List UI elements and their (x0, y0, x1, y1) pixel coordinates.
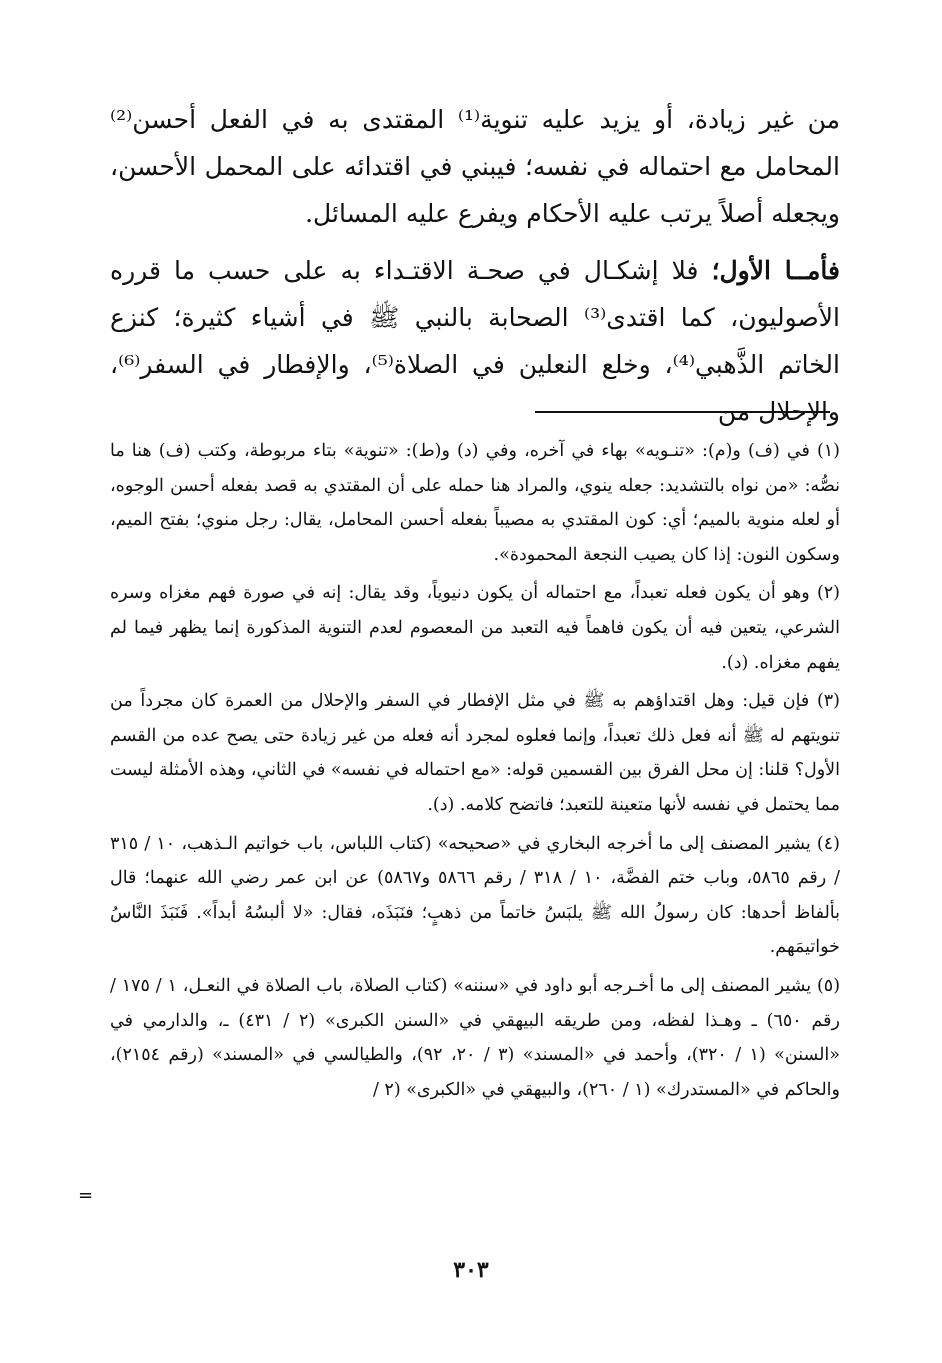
footnote-number: (٤) (816, 833, 840, 854)
footnotes-block (110, 434, 840, 1111)
footnote-number: (٥) (816, 975, 841, 996)
footnote-3 (110, 684, 840, 822)
footnote-number: (٢) (816, 583, 840, 604)
footnote-1 (110, 434, 840, 572)
main-paragraph-1: من غير زيادة، أو يزيد عليه تنوية⁽¹⁾ المقتدى به في الفعل أحسن⁽²⁾ المحامل مع احتماله في نفسه؛ فيبني في اقتدائه على المحمل الأحسن، ويجعله أصلاً يرتب عليه الأحكام ويفرع عليه المسائل. (110, 105, 840, 228)
footnote-4 (110, 827, 840, 965)
paragraph-2-body: فلا إشكـال في صحـة الاقتـداء به على حسب ما قرره الأصوليون، كما اقتدى⁽³⁾ الصحابة بالنبي ﷺ في أشياء كثيرة؛ كنزع الخاتم الذَّهبي⁽⁴⁾، وخلع النعلين في الصلاة⁽⁵⁾، والإفطار في السفر⁽⁶⁾، والإحلال من (110, 256, 840, 426)
footnote-text: وهو أن يكون فعله تعبداً، مع احتماله أن يكون دنيوياً، وقد يقال: إنه في صورة فهم مغزاه وسره الشرعي، يتعين فيه أن يكون فاهماً فيه التعبد من المعصوم لعدم التنوية المذكورة إنما يظهر فيما لم يفهم مغزاه. (د). (110, 583, 840, 673)
paragraph-2-lead: فأمــا الأول؛ (711, 256, 840, 285)
footnote-text: يشير المصنف إلى ما أخـرجه أبو داود في «سننه» (كتاب الصلاة، باب الصلاة في النعـل، ١ / ١٧٥ / رقم ٦٥٠) ـ وهـذا لفظه، ومن طريقه البيهقي في «السنن الكبرى» (٢ / ٤٣١) ـ، والدارمي في «السنن» (١ / ٣٢٠)، وأحمد في «المسند» (٣ / ٢٠، ٩٢)، والطيالسي في «المسند» (رقم ٢١٥٤)، والحاكم في «المستدرك» (١ / ٢٦٠)، والبيهقي في «الكبرى» (٢ / (110, 975, 840, 1100)
page-number: ٣٠٣ (453, 1257, 489, 1283)
footnote-number: (٣) (816, 691, 840, 712)
footnote-continuation-mark: = (78, 1185, 94, 1206)
footnote-2 (110, 576, 840, 680)
main-text-block (110, 96, 840, 445)
footnote-separator (535, 411, 830, 413)
footnote-text: فإن قيل: وهل اقتداؤهم به ﷺ في مثل الإفطار في السفر والإحلال من العمرة كان مجرداً من تنويتهم له ﷺ أنه فعل ذلك تعبداً، وإنما فعلوه لمجرد أنه فعله من غير زيادة حتى يصح عده من القسم الأول؟ قلنا: إن محل الفرق بين القسمين قوله: «مع احتماله في نفسه» في الثاني، وهذه الأمثلة ليست مما يحتمل في نفسه لأنها متعينة للتعبد؛ فاتضح كلامه. (د). (110, 691, 840, 815)
footnote-text: يشير المصنف إلى ما أخرجه البخاري في «صحيحه» (كتاب اللباس، باب خواتيم الـذهب، ١٠ / ٣١٥ / رقم ٥٨٦٥، وباب ختم الفضَّة، ١٠ / ٣١٨ / رقم ٥٨٦٦ و٥٨٦٧) عن ابن عمر رضي الله عنهما؛ قال بألفاظ أحدها: كان رسولُ الله ﷺ يلبَسُ خاتماً من ذهبٍ؛ فنَبَذَه، فقال: «لا ألبسُهُ أبداً». فَنَبَذَ النَّاسُ خواتيمَهم. (110, 833, 841, 958)
footnote-5 (110, 969, 840, 1107)
footnote-number: (١) (816, 441, 840, 461)
main-paragraph-2 (110, 247, 840, 435)
footnote-text: في (ف) و(م): «تنـويه» بهاء في آخره، وفي (د) و(ط): «تنوية» بتاء مربوطة، وكتب (ف) هنا ما نصُّه: «من نواه بالتشديد: جعله ينوي، والمراد هنا حمله على أن المقتدي به قصد بفعله أحسن الوجوه، أو لعله منوية بالميم؛ أي: كون المقتدي به مصيباً بفعله أحسن المحامل، يقال: رجل منوي؛ بفتح الميم، وسكون النون: إذا كان يصيب النجعة المحمودة». (110, 441, 840, 565)
